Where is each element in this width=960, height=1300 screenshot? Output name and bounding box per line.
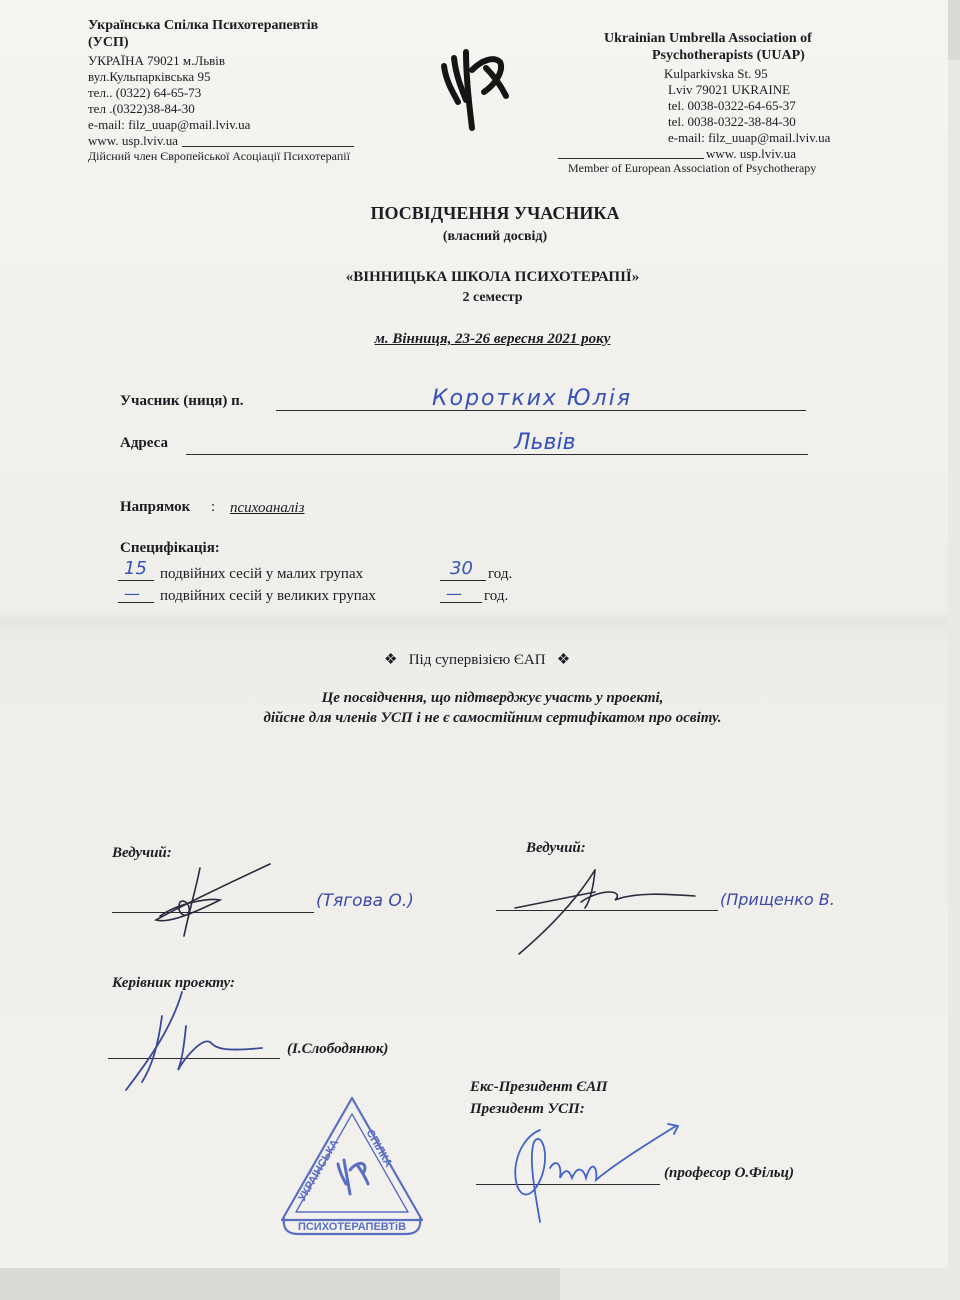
ex-president-label: Екс-Президент ЄАП <box>470 1079 608 1095</box>
diamond-icon: ❖ <box>384 652 398 668</box>
membership-note-en: Member of European Association of Psychotherapy <box>568 161 817 175</box>
president-name: (професор О.Фільц) <box>664 1165 794 1181</box>
large-groups-count: — <box>124 584 140 603</box>
header-underline <box>182 146 354 147</box>
address-en-2: Lviv 79021 UKRAINE <box>668 82 791 97</box>
direction-label: Напрямок <box>120 499 191 515</box>
leader2-signature <box>505 862 705 958</box>
diamond-icon: ❖ <box>556 652 571 668</box>
org-name-en-2: Psychotherapists (UUAP) <box>652 48 805 63</box>
leader-label-2: Ведучий: <box>526 840 586 856</box>
leader1-signature <box>140 858 290 942</box>
stamp-text-bottom: ПСИХОТЕРАПЕВТіВ <box>297 1221 407 1233</box>
phone-2: тел .(0322)38-84-30 <box>88 101 195 116</box>
large-groups-hours: — <box>446 584 462 603</box>
certificate-title: ПОСВІДЧЕННЯ УЧАСНИКА <box>370 203 620 223</box>
project-head-name: (І.Слободянюк) <box>287 1041 389 1057</box>
notice-line-2: дійсне для членів УСП і не є самостійним сертифікатом про освіту. <box>263 710 722 726</box>
email-en: e-mail: filz_uuap@mail.lviv.ua <box>668 130 831 145</box>
president-signature <box>500 1118 690 1228</box>
small-count-line <box>118 580 154 581</box>
org-abbr-ua: (УСП) <box>88 35 129 50</box>
participant-label: Учасник (ниця) п. <box>120 393 244 409</box>
small-groups-count: 15 <box>124 558 147 579</box>
direction-colon: : <box>211 499 216 515</box>
address-line <box>186 454 808 455</box>
small-groups-text: подвійних сесій у малих групах <box>160 566 364 582</box>
address-line-2: вул.Кульпарківська 95 <box>88 69 211 84</box>
small-hours-unit: год. <box>488 566 513 582</box>
certificate-subtitle: (власний досвід) <box>442 229 548 244</box>
stamp-text-top-right: СПІЛКА <box>363 1127 395 1170</box>
spec-label: Специфікація: <box>120 540 220 556</box>
address-en-1: Kulparkivska St. 95 <box>664 66 768 81</box>
header-underline-en <box>558 158 704 159</box>
direction-value: психоаналіз <box>230 500 305 516</box>
leader-label-1: Ведучий: <box>112 845 172 861</box>
organization-stamp <box>272 1090 432 1240</box>
large-hours-unit: год. <box>484 588 509 604</box>
phone-en-1: tel. 0038-0322-64-65-37 <box>668 98 796 113</box>
large-groups-text: подвійних сесій у великих групах <box>160 588 376 604</box>
small-groups-hours: 30 <box>450 558 473 579</box>
usp-logo <box>436 40 516 132</box>
project-head-signature <box>112 986 272 1096</box>
supervision-text: Під супервізією ЄАП <box>408 652 546 668</box>
leader2-name: (Прищенко В. <box>720 890 835 909</box>
address-line-1: УКРАЇНА 79021 м.Львів <box>88 53 226 68</box>
small-hours-line <box>440 580 486 581</box>
address-handwritten: Львів <box>514 430 576 455</box>
participant-name-handwritten: Коротких Юлія <box>432 386 633 411</box>
address-label: Адреса <box>120 435 168 451</box>
place-and-date: м. Вінниця, 23-26 вересня 2021 року <box>374 331 611 347</box>
website: www. usp.lviv.ua <box>88 133 179 148</box>
president-label: Президент УСП: <box>470 1101 585 1117</box>
school-name: «ВІННИЦЬКА ШКОЛА ПСИХОТЕРАПІЇ» <box>345 269 640 285</box>
website-en: www. usp.lviv.ua <box>706 146 797 161</box>
notice-line-1: Це посвідчення, що підтверджує участь у проекті, <box>321 690 664 706</box>
semester: 2 семестр <box>462 290 523 305</box>
supervision-line <box>384 650 570 669</box>
email: e-mail: filz_uuap@mail.lviv.ua <box>88 117 251 132</box>
phone-1: тел.. (0322) 64-65-73 <box>88 85 202 100</box>
leader1-name: (Тягова О.) <box>316 891 414 911</box>
project-head-label: Керівник проекту: <box>112 975 236 991</box>
org-name-ua: Українська Спілка Психотерапевтів <box>88 18 319 33</box>
org-name-en-1: Ukrainian Umbrella Association of <box>604 31 812 46</box>
phone-en-2: tel. 0038-0322-38-84-30 <box>668 114 796 129</box>
membership-note-ua: Дійсний член Європейської Асоціації Психотерапії <box>88 149 350 163</box>
stamp-text-top-left: УКРАЇНСЬКА <box>296 1137 342 1204</box>
